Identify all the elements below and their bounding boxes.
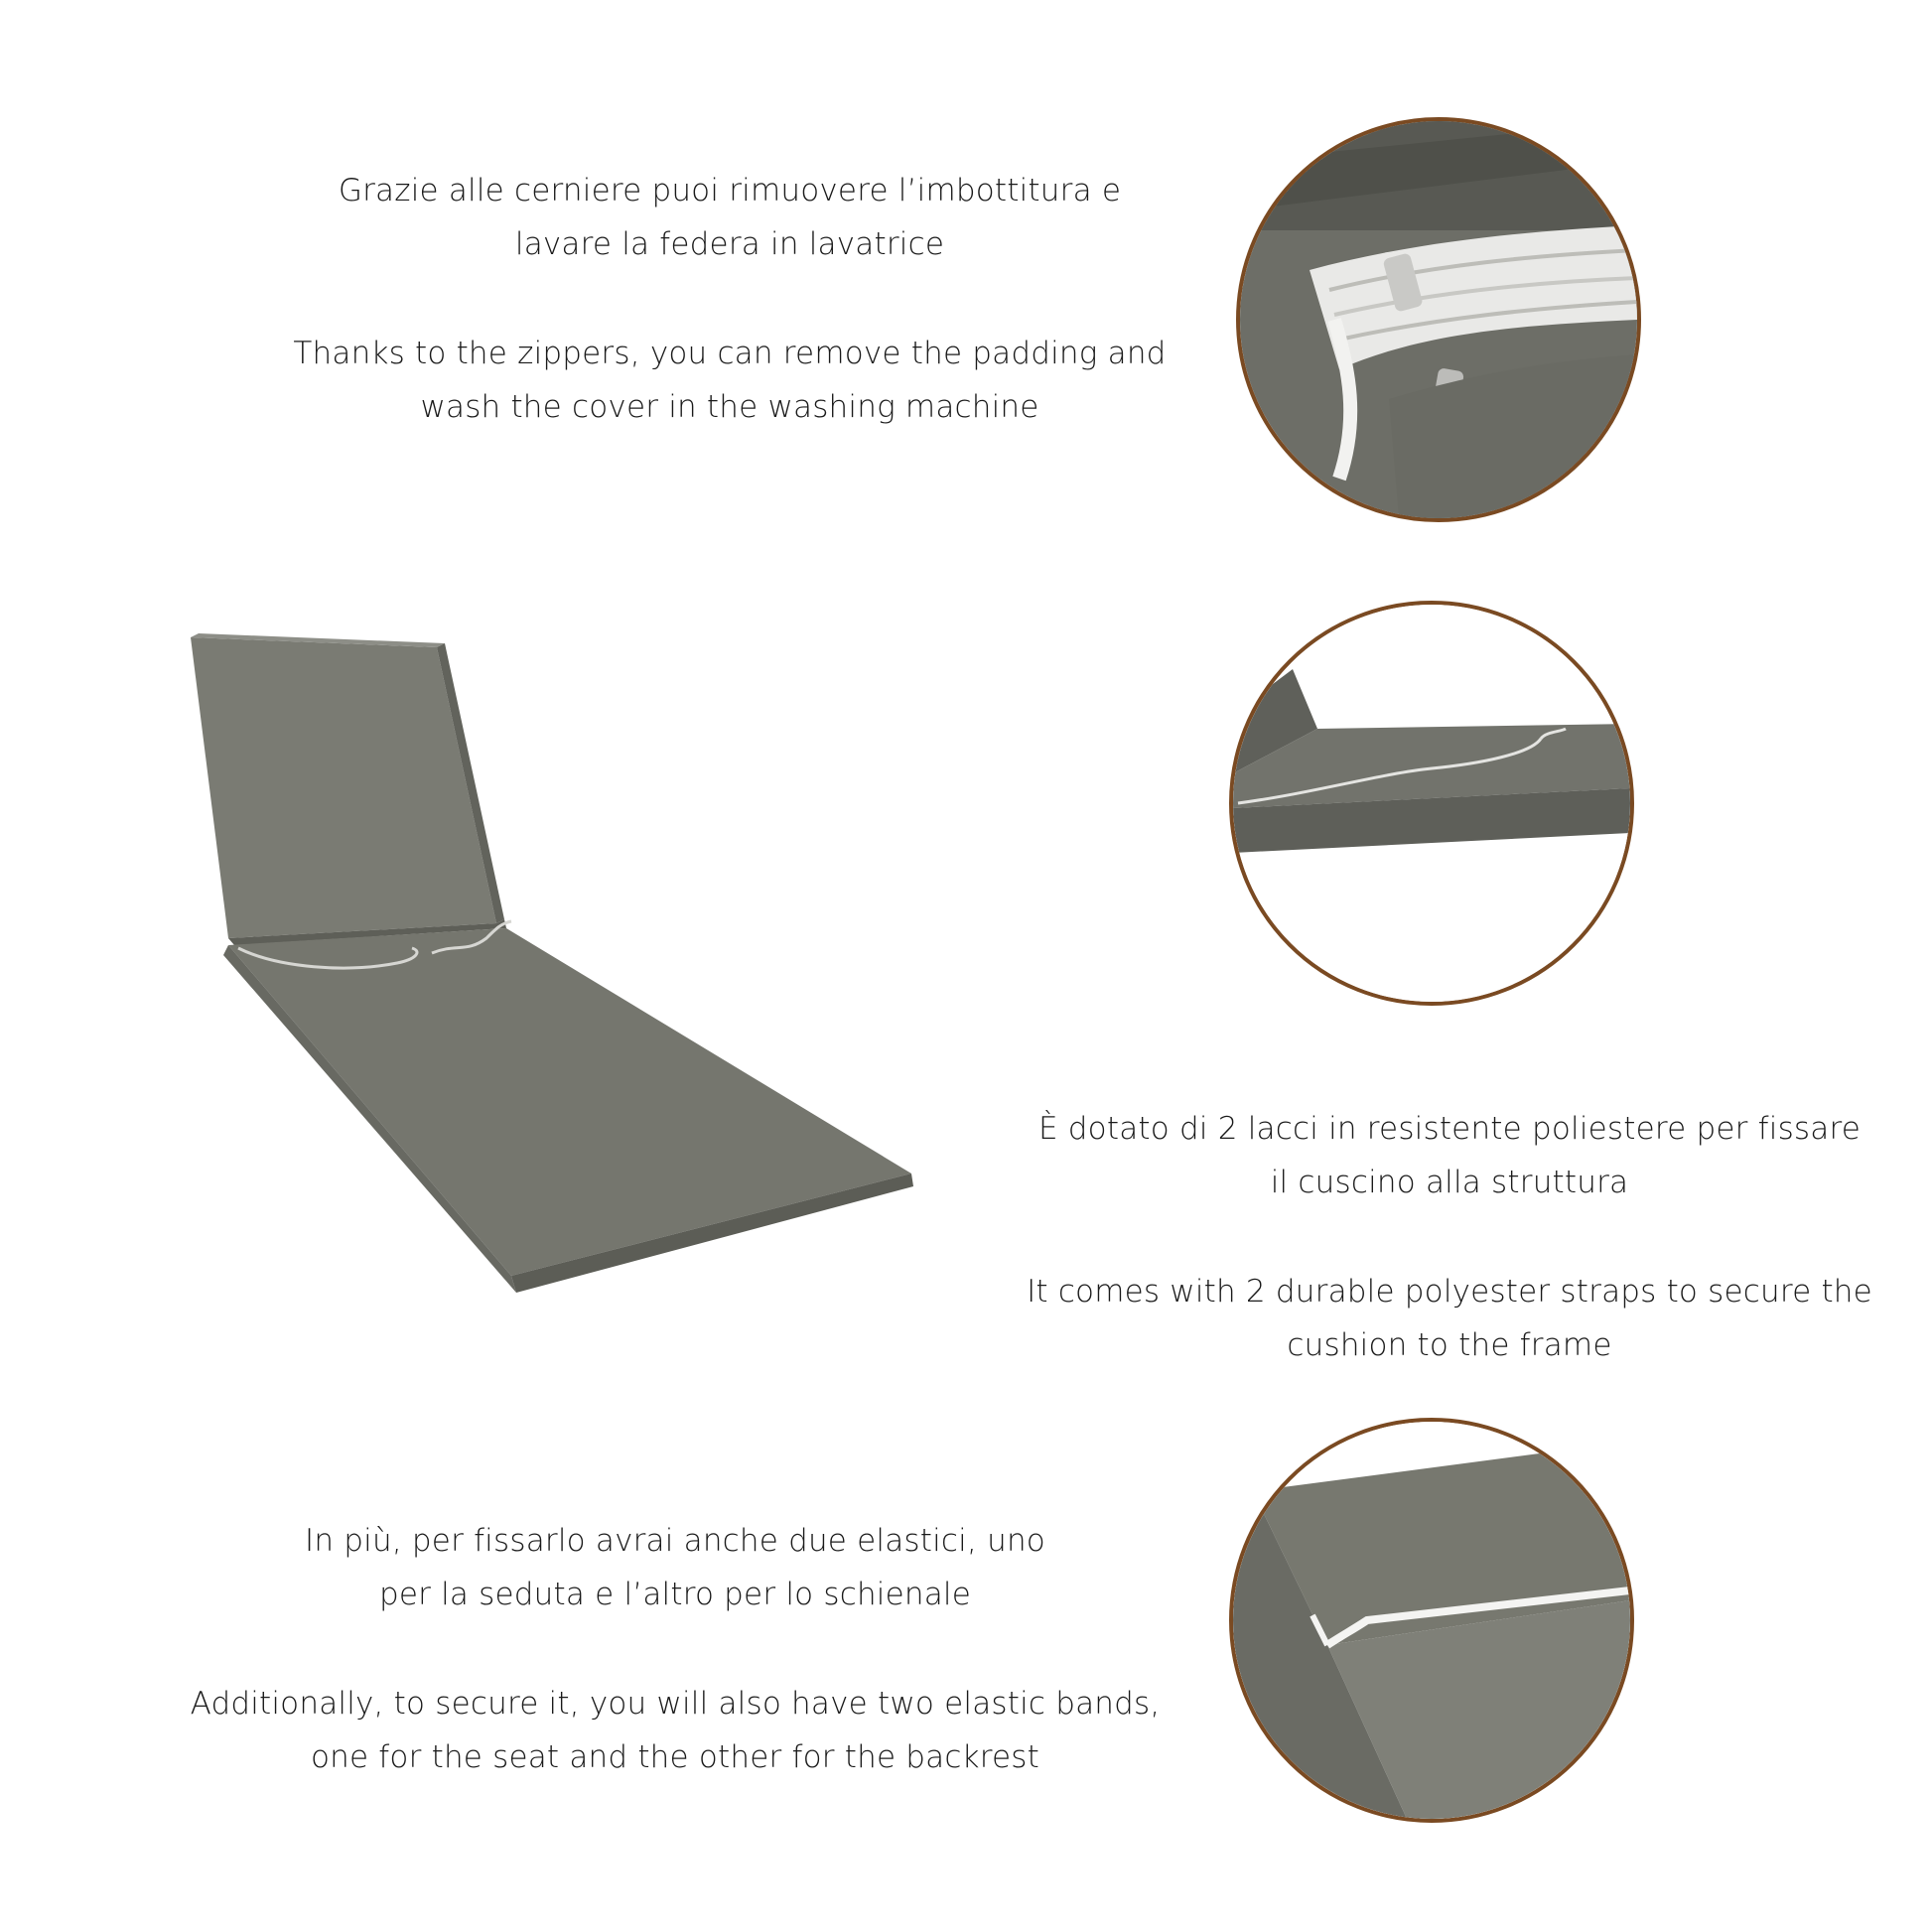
zippers-en-line-1: Thanks to the zippers, you can remove the padding and bbox=[293, 336, 1167, 371]
zippers-en-line-2: wash the cover in the washing machine bbox=[420, 389, 1039, 425]
straps-detail-image bbox=[1229, 601, 1634, 1006]
zippers-description bbox=[238, 164, 1221, 434]
elastic-it-line-2: per la seduta e l’altro per lo schienale bbox=[378, 1577, 972, 1612]
elastic-it-line-1: In più, per fissarlo avrai anche due elastici, uno bbox=[305, 1523, 1045, 1559]
elastic-en-line-1: Additionally, to secure it, you will also have two elastic bands, bbox=[190, 1686, 1161, 1722]
lounger-cushion-image bbox=[169, 625, 923, 1340]
straps-en-line-2: cushion to the frame bbox=[1287, 1327, 1612, 1363]
zippers-it-line-2: lavare la federa in lavatrice bbox=[514, 226, 945, 262]
elastic-detail-image bbox=[1229, 1418, 1634, 1823]
straps-it-line-2: il cuscino alla struttura bbox=[1270, 1165, 1629, 1200]
zippers-it-line-1: Grazie alle cerniere puoi rimuovere l’imbottitura e bbox=[338, 173, 1122, 208]
straps-description bbox=[1003, 1102, 1896, 1372]
elastic-en-line-2: one for the seat and the other for the backrest bbox=[310, 1739, 1040, 1775]
elastic-description bbox=[149, 1514, 1201, 1784]
zipper-detail-image bbox=[1236, 117, 1641, 522]
straps-it-line-1: È dotato di 2 lacci in resistente poliestere per fissare bbox=[1037, 1111, 1862, 1147]
straps-en-line-1: It comes with 2 durable polyester straps to secure the bbox=[1027, 1274, 1872, 1310]
